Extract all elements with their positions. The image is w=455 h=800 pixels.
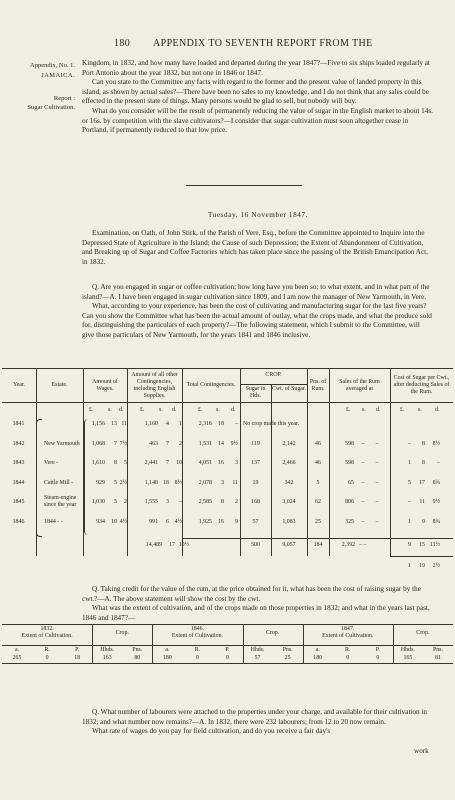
intro-text bbox=[82, 59, 434, 136]
cell-total-shillings: 3 bbox=[221, 479, 224, 486]
sidenote-report: Report : bbox=[53, 95, 75, 102]
cell-cost-pounds: – bbox=[408, 499, 411, 505]
cell-cont-pence: 10 bbox=[176, 460, 182, 466]
cell-cost-shillings: 11 bbox=[419, 499, 425, 505]
subhead: P. bbox=[375, 647, 380, 653]
subhead: R. bbox=[345, 647, 351, 653]
cell-total-pounds: 2,316 bbox=[198, 421, 212, 427]
cell-cost-shillings: 8 bbox=[422, 460, 425, 466]
subhead: R. bbox=[44, 647, 50, 653]
paragraph: What do you consider will be the result of permanently reducing the value of sugar in the English market to about 14s. or 16s. by competition with the slave cultivators?—I consider that sugar cultivation must soon altogether cease in Portland, if permanently reduced to that low price. bbox=[82, 106, 433, 135]
group-header: Crop. bbox=[265, 630, 280, 636]
cell-sales-pounds: 806 bbox=[345, 499, 354, 505]
cell-sugar: 168 bbox=[251, 499, 260, 505]
cell-cont-pence: 1 bbox=[179, 421, 182, 427]
table-body bbox=[2, 416, 453, 536]
cell-value: 81 bbox=[435, 655, 441, 661]
group-header: Crop. bbox=[115, 630, 129, 636]
group-header: 1847. Extent of Cultivation. bbox=[322, 626, 374, 639]
subhead: a. bbox=[315, 647, 320, 653]
unit-pence: d. bbox=[172, 407, 177, 413]
unit-pence: d. bbox=[119, 407, 124, 413]
cell-sales-pence: – bbox=[375, 460, 379, 466]
cell-wages-pounds: 929 bbox=[96, 479, 105, 486]
paragraph: What rate of wages do you pay for field cultivation, and do you receive a fair day's bbox=[92, 727, 331, 736]
cell-cost-shillings: 9 bbox=[422, 518, 425, 525]
cell-wages-shillings: 13 bbox=[111, 421, 117, 427]
cell-total-shillings: 16 bbox=[218, 460, 224, 466]
cell-sugar: 57 bbox=[252, 518, 259, 525]
average-pence: 2½ bbox=[432, 563, 440, 569]
cell-total-pence: – bbox=[235, 421, 238, 427]
paragraph: What was the extent of cultivation, and of the crops made on those properties in 1832; and what in the years last past, 1846 and 1847?— bbox=[82, 604, 430, 622]
cell-total-shillings: 18 bbox=[218, 421, 224, 427]
cell-sales-shillings: – bbox=[361, 460, 365, 466]
col-wages: Amount of Wages. bbox=[92, 378, 118, 392]
cell-sales-pounds: 598 bbox=[345, 460, 354, 466]
unit-pounds: £. bbox=[89, 407, 94, 413]
cell-wages-pounds: 1,156 bbox=[91, 421, 105, 427]
cell-cont-pounds: 1,148 bbox=[144, 479, 158, 486]
page-number: 180 bbox=[114, 38, 131, 49]
cell-cost-pence: 8¾ bbox=[432, 479, 440, 486]
cell-cont-pence: 8½ bbox=[174, 479, 182, 486]
cell-rum: 46 bbox=[315, 440, 321, 447]
cell-cont-pounds: 1,555 bbox=[144, 499, 158, 505]
cell-total-pounds: 2,078 bbox=[198, 479, 212, 486]
unit-pounds: £. bbox=[400, 407, 405, 413]
paragraph: Kingdom, in 1832, and how many have loaded and departed during the year 1847?—Five to six ships loaded regularly at Port Antonio about the year 1832, but not one in 1846 or 1847. bbox=[82, 59, 430, 77]
average-pounds: 1 bbox=[408, 563, 411, 569]
col-total: Total Contingencies. bbox=[186, 382, 236, 388]
total-cost-shillings: 15 bbox=[419, 542, 425, 548]
subhead: Hhds. bbox=[250, 647, 265, 653]
sidenote-subject: Sugar Cultivation. bbox=[27, 104, 75, 111]
unit-pence: d. bbox=[231, 407, 236, 413]
cell-sugar: 19 bbox=[252, 479, 259, 486]
cell-estate: Steam-engine since the year bbox=[44, 495, 77, 508]
total-shillings: 17 bbox=[169, 542, 175, 548]
average-rule bbox=[390, 556, 453, 557]
cell-wages-pence: 5 bbox=[124, 460, 127, 466]
unit-pounds: £. bbox=[140, 407, 145, 413]
unit-shillings: s. bbox=[159, 407, 163, 413]
paragraph: Q. Are you engaged in sugar or coffee cultivation; how long have you been so; to what extent, and in what part of the island?—A. I have been engaged in sugar cultivation since 1809, and I am now the manager of New Yarmouth, in Vere. bbox=[82, 283, 430, 301]
subhead: R. bbox=[194, 647, 201, 653]
cell-rum: 62 bbox=[315, 499, 321, 505]
total-sales-rest: – – bbox=[359, 542, 367, 548]
cell-cont-pence: – bbox=[179, 499, 182, 505]
cell-sales-pence: – bbox=[375, 518, 379, 525]
cell-cont-shillings: 4 bbox=[166, 421, 169, 427]
cell-sales-pounds: 598 bbox=[345, 440, 354, 447]
cell-wages-pounds: 1,610 bbox=[91, 460, 105, 466]
crop-note: No crop made this year. bbox=[243, 421, 300, 427]
examination-heading: Examination, on Oath, of John Stirk, of the Parish of Vere, Esq., before the Committee appointed to Inquire into the Depressed State of Agriculture in the Island; the Cause of such Depression; the Extent of Abandonment of Cultivation, and Breaking up of Sugar and Coffee Factories which has taken place since the passing of the British Emancipation Act, in 1832. bbox=[82, 229, 428, 266]
group-header: 1846. Extent of Cultivation. bbox=[171, 626, 224, 639]
col-sales: Sales of the Rum averaged at bbox=[339, 378, 380, 392]
col-estate: Estate. bbox=[51, 382, 68, 388]
subhead: Hhds. bbox=[100, 647, 115, 653]
col-rum: Pns. of Rum. bbox=[309, 378, 327, 392]
unit-pounds: £. bbox=[198, 407, 203, 413]
cell-sales-pence: – bbox=[375, 479, 379, 486]
cell-total-pounds: 1,531 bbox=[198, 440, 212, 447]
subhead: Pns. bbox=[282, 647, 293, 653]
subhead: P. bbox=[75, 647, 80, 653]
cell-wages-pence: 4½ bbox=[119, 518, 127, 525]
cell-cont-pounds: 463 bbox=[149, 440, 158, 447]
total-cost-pounds: 9 bbox=[408, 542, 411, 548]
cell-rum: 46 bbox=[315, 460, 321, 466]
cell-cwt: 3,024 bbox=[282, 499, 296, 505]
cell-sugar: 137 bbox=[251, 460, 260, 466]
cell-value: 0 bbox=[45, 655, 49, 661]
cell-value: 180 bbox=[162, 655, 172, 661]
unit-shillings: s. bbox=[216, 407, 220, 413]
cell-sales-shillings: – bbox=[361, 440, 365, 447]
cell-rum: 25 bbox=[315, 518, 321, 525]
cell-year: 1843 bbox=[12, 460, 25, 466]
paragraph: Q. What number of labourers were attached to the properties under your charge, and available for their cultivation in 1832; and what number now remains?—A. In 1832, there were 232 labourers; from 12 to 20 now remain. bbox=[82, 708, 428, 726]
cell-value: 265 bbox=[12, 655, 22, 661]
cell-sales-pence: – bbox=[375, 440, 379, 447]
sidenote-appendix: Appendix, No. 1. bbox=[30, 62, 75, 69]
cell-cont-shillings: 18 bbox=[163, 479, 169, 486]
cell-value: 18 bbox=[74, 655, 81, 661]
total-sales: 2,392 bbox=[341, 542, 355, 548]
cell-cont-shillings: 6 bbox=[166, 518, 169, 525]
cell-cost-pence: – bbox=[437, 460, 440, 466]
col-crop bbox=[240, 369, 307, 402]
unit-shillings: s. bbox=[108, 407, 112, 413]
total-sugar: 500 bbox=[251, 542, 260, 548]
cell-cost-pence: 8¾ bbox=[432, 518, 440, 525]
subhead: P. bbox=[225, 647, 230, 653]
cell-total-pence: 3 bbox=[235, 460, 238, 466]
cell-value: 0 bbox=[376, 655, 380, 661]
cell-cont-shillings: 3 bbox=[166, 499, 169, 505]
cell-cost-pounds: 1 bbox=[408, 460, 411, 466]
cell-cont-shillings: 7 bbox=[166, 460, 169, 466]
cell-sales-shillings: – bbox=[361, 479, 365, 486]
cell-total-pounds: 1,925 bbox=[198, 518, 212, 525]
paragraph: What, according to your experience, has been the cost of cultivating and manufacturing sugar for the last five years? Can you show the Committee what has been the actual amount of outlay, what the crops made, and what the produce sold for, distinguishing the particulars of each property?—The following statement, which I submit to the Committee, will give those particulars of New Yarmouth, for the years 1841 and 1846 inclusive. bbox=[82, 302, 432, 339]
cell-total-pence: 9 bbox=[235, 518, 238, 525]
average-shillings: 19 bbox=[419, 563, 425, 569]
col-year: Year. bbox=[12, 382, 25, 388]
cell-total-shillings: 8 bbox=[221, 499, 224, 505]
cultivation-table bbox=[2, 624, 453, 664]
subhead: a. bbox=[14, 647, 20, 653]
cell-value: 0 bbox=[346, 655, 350, 661]
cell-estate: 1844 - - bbox=[44, 518, 63, 525]
cell-year: 1846 bbox=[12, 518, 25, 525]
table-header-rule bbox=[2, 402, 453, 403]
cell-cont-pounds: 2,441 bbox=[144, 460, 158, 466]
running-head: APPENDIX TO SEVENTH REPORT FROM THE bbox=[153, 38, 373, 49]
cell-cost-pounds: – bbox=[408, 440, 411, 447]
unit-pounds: £. bbox=[346, 407, 351, 413]
cell-cost-shillings: 17 bbox=[419, 479, 425, 486]
cell-cwt: 2,466 bbox=[282, 460, 296, 466]
cell-cont-pounds: 991 bbox=[149, 518, 158, 525]
unit-pence: d. bbox=[435, 407, 440, 413]
cell-value: 163 bbox=[102, 655, 112, 661]
cell-cont-pence: 4½ bbox=[174, 518, 182, 525]
paragraph: Can you state to the Committee any facts with regard to the former and the present value of landed property in this island, as shown by actual sales?—There have been no sales to my knowledge, and I do not think that any sales could be effected in the present state of things. Many persons would be glad to sell, but nobody will buy. bbox=[82, 78, 429, 106]
cell-total-shillings: 14 bbox=[218, 440, 224, 447]
total-cwt: 9,057 bbox=[282, 542, 296, 548]
cell-wages-pounds: 1,068 bbox=[91, 440, 105, 447]
cell-wages-pence: 11 bbox=[121, 421, 127, 427]
cell-year: 1845 bbox=[12, 499, 25, 505]
cell-estate: New Yarmouth bbox=[44, 440, 80, 447]
cell-cost-pounds: 5 bbox=[408, 479, 411, 486]
cell-value: 57 bbox=[254, 655, 261, 661]
cell-wages-pence: 2 bbox=[124, 499, 127, 505]
totals-row bbox=[2, 542, 453, 551]
section-divider bbox=[186, 185, 302, 186]
cell-cwt: 1,083 bbox=[282, 518, 296, 525]
col-contingencies: Amount of all other Contingencies, including English Supplies. bbox=[131, 371, 178, 399]
cell-cont-pounds: 1,160 bbox=[144, 421, 158, 427]
average-row bbox=[2, 563, 453, 572]
col-cwt: Cwt. of Sugar. bbox=[271, 386, 307, 392]
sidenote-place: JAMAICA. bbox=[41, 72, 75, 79]
catchword: work bbox=[414, 747, 429, 755]
cell-wages-pounds: 934 bbox=[96, 518, 105, 525]
date-line: Tuesday, 16 November 1847. bbox=[207, 211, 309, 219]
cell-sugar: 119 bbox=[251, 440, 260, 447]
subhead: Pns. bbox=[132, 647, 143, 653]
group-header: Crop. bbox=[416, 630, 430, 636]
cell-cost-pounds: 1 bbox=[408, 518, 411, 525]
totals-rule bbox=[182, 538, 453, 539]
col-cost: Cost of Sugar per Cwt., after deducting Sales of the Rum. bbox=[393, 375, 450, 395]
cell-total-pounds: 2,585 bbox=[198, 499, 212, 505]
total-pounds: 14,489 bbox=[145, 542, 162, 548]
paragraph: Q. Taking credit for the value of the rum, at the price obtained for it, what has been the cost of raising sugar by the cwt.?—A. The above statement will show the cost by the cwt. bbox=[82, 585, 421, 603]
cell-sales-pounds: 65 bbox=[348, 479, 354, 486]
cell-total-pounds: 4,051 bbox=[198, 460, 212, 466]
cell-value: 80 bbox=[134, 655, 141, 661]
cell-year: 1841 bbox=[12, 421, 25, 427]
cell-wages-shillings: 5 bbox=[114, 499, 117, 505]
unit-shillings: s. bbox=[418, 407, 422, 413]
subhead: a. bbox=[165, 647, 170, 653]
group-header: 1832. Extent of Cultivation. bbox=[21, 626, 73, 639]
cell-wages-shillings: 5 bbox=[114, 479, 117, 486]
cell-year: 1844 bbox=[12, 479, 25, 486]
cell-cwt: 2,142 bbox=[282, 440, 296, 447]
cell-cont-pence: 2 bbox=[179, 440, 182, 447]
cell-cont-shillings: 7 bbox=[166, 440, 169, 447]
subhead: Hhds. bbox=[400, 647, 415, 653]
cell-value: 0 bbox=[195, 655, 199, 661]
final-text bbox=[82, 708, 434, 737]
cell-total-shillings: 16 bbox=[218, 518, 224, 525]
crop-label: CROP. bbox=[265, 372, 282, 378]
cell-wages-pence: 7½ bbox=[119, 440, 127, 447]
cell-wages-shillings: 7 bbox=[114, 440, 117, 447]
unit-pence: d. bbox=[376, 407, 381, 413]
cell-total-pence: 11 bbox=[232, 479, 238, 486]
cell-rum: 5 bbox=[316, 479, 320, 486]
cell-cost-pence: 8½ bbox=[432, 440, 440, 447]
cell-sales-shillings: – bbox=[361, 499, 365, 505]
cell-cost-shillings: 8 bbox=[422, 440, 425, 447]
cell-estate: Cattle Mill - bbox=[44, 479, 74, 486]
cell-sales-pence: – bbox=[375, 499, 379, 505]
qa-text bbox=[82, 283, 434, 341]
cell-cost-pence: 9½ bbox=[432, 499, 440, 505]
units-row bbox=[2, 407, 453, 415]
total-pence: 10½ bbox=[178, 542, 189, 548]
statement-table bbox=[2, 369, 453, 402]
cell-sales-shillings: – bbox=[361, 518, 365, 525]
cell-total-pence: 2 bbox=[235, 499, 238, 505]
cell-value: 180 bbox=[313, 655, 323, 661]
total-rum: 184 bbox=[313, 542, 323, 548]
cell-value: 25 bbox=[284, 655, 291, 661]
cell-total-pence: 9½ bbox=[230, 440, 238, 447]
subhead: Pns. bbox=[432, 647, 443, 653]
col-sugar: Sugar in Hds. bbox=[245, 386, 266, 399]
cell-wages-pence: 2½ bbox=[119, 479, 127, 486]
qa2-text bbox=[82, 585, 434, 623]
total-cost-pence: 11½ bbox=[429, 542, 440, 548]
cell-estate: Vere - bbox=[44, 460, 59, 466]
cell-cwt: 342 bbox=[284, 479, 294, 486]
cell-year: 1842 bbox=[12, 440, 25, 447]
cell-value: 165 bbox=[403, 655, 413, 661]
cell-wages-shillings: 8 bbox=[114, 460, 117, 466]
cell-wages-pounds: 1,030 bbox=[91, 499, 105, 505]
unit-shillings: s. bbox=[362, 407, 366, 413]
cell-sales-pounds: 325 bbox=[345, 518, 354, 525]
cell-value: 0 bbox=[226, 655, 229, 661]
cell-wages-shillings: 10 bbox=[111, 518, 117, 525]
